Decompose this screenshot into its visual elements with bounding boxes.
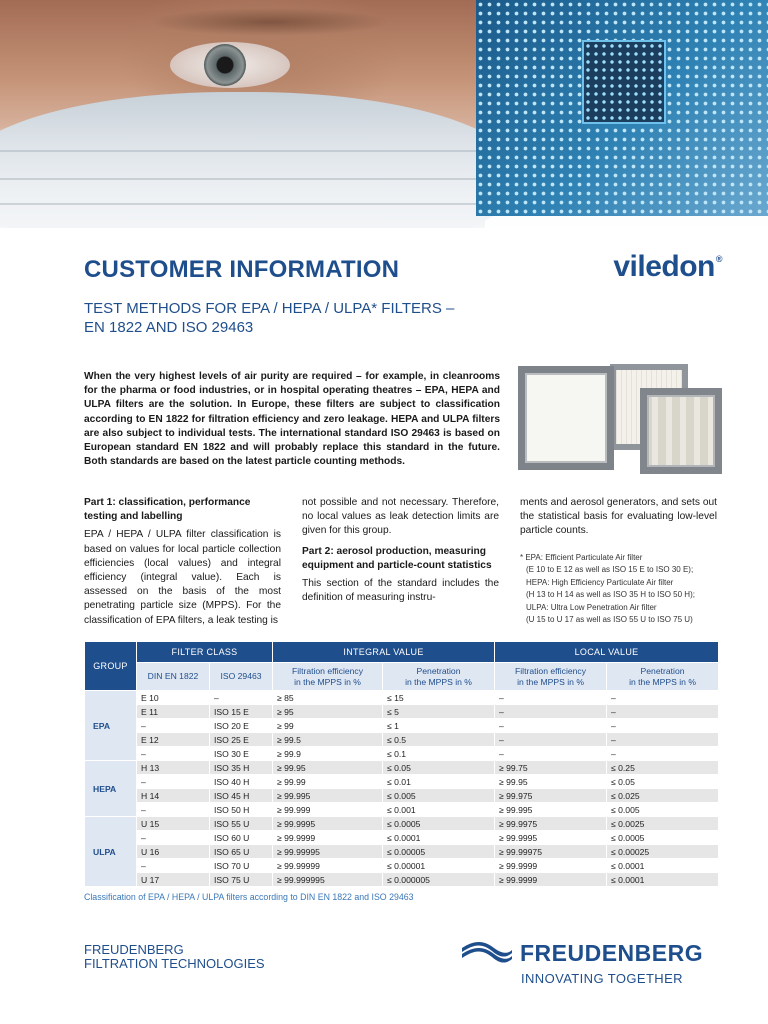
table-row (85, 831, 719, 845)
table-cell: ISO 20 E (210, 719, 273, 733)
table-cell: ≤ 5 (383, 705, 495, 719)
part-1-body-continued: not possible and not necessary. Therefore, no local values as leak detection limits are given for this group. (302, 497, 499, 537)
table-cell: – (495, 691, 607, 705)
table-cell: – (137, 859, 210, 873)
header-local-value: LOCAL VALUE (495, 642, 719, 663)
table-cell: ≤ 0.0025 (607, 817, 719, 831)
table-cell: ≤ 0.005 (607, 803, 719, 817)
table-row (85, 803, 719, 817)
column-part-2 (302, 496, 499, 609)
header-integral-efficiency: Filtration efficiency in the MPPS in % (273, 663, 383, 691)
table-cell: ≤ 0.00001 (383, 859, 495, 873)
table-row (85, 719, 719, 733)
table-cell: – (495, 705, 607, 719)
table-cell: – (607, 719, 719, 733)
table-cell: – (137, 719, 210, 733)
table-cell: – (607, 747, 719, 761)
table-cell: ≥ 99.99975 (495, 845, 607, 859)
table-cell: – (495, 733, 607, 747)
registered-mark: ® (715, 254, 722, 264)
freudenberg-waves-logo (460, 940, 514, 964)
intro-paragraph: When the very highest levels of air purity are required – for example, in cleanrooms for the pharma or food industries, or in hospital operating theatres – EPA, HEPA and ULPA filters are the solution. In Europe, these filters are subject to classification according to EN 1822 for filtration efficiency and zero leakage. HEPA and ULPA filters are also subject to individual tests. The international standard ISO 29463 is based on European standard EN 1822 and will probably replace this standard in the future. Both standards are based on the latest particle counting methods. (84, 371, 500, 468)
header-local-penetration: Penetration in the MPPS in % (607, 663, 719, 691)
table-cell: ISO 30 E (210, 747, 273, 761)
eye-iris (204, 44, 246, 86)
part-1-body: EPA / HEPA / ULPA filter classification is based on values for local particle collection efficiencies (local values) and integral efficiency (integral value). Each is assessed on the basis of the most penetrating particle size (MPPS). For the classification of EPA filters, a leak testing is (84, 529, 281, 626)
table-cell: ≤ 0.1 (383, 747, 495, 761)
header-iso-29463: ISO 29463 (210, 663, 273, 691)
footnote-line: (E 10 to E 12 as well as ISO 15 E to ISO 30 E); (526, 565, 694, 575)
table-cell: ≤ 0.05 (607, 775, 719, 789)
table-cell: U 16 (137, 845, 210, 859)
table-cell: – (607, 705, 719, 719)
table-cell: ≤ 0.0001 (607, 873, 719, 887)
table-cell: ≥ 99.9995 (495, 831, 607, 845)
table-cell: ≥ 99.5 (273, 733, 383, 747)
header-integral-penetration: Penetration in the MPPS in % (383, 663, 495, 691)
table-cell: – (607, 691, 719, 705)
face-mask-photo (0, 0, 485, 228)
table-cell: ≥ 99.95 (273, 761, 383, 775)
table-cell: – (137, 831, 210, 845)
viledon-wordmark: viledon (613, 250, 715, 283)
table-row (85, 775, 719, 789)
table-cell: E 11 (137, 705, 210, 719)
table-cell: ISO 15 E (210, 705, 273, 719)
table-row (85, 747, 719, 761)
part-2-heading: Part 2: aerosol production, measuring equipment and particle-count statistics (302, 545, 492, 571)
table-cell: ISO 60 U (210, 831, 273, 845)
table-cell: ≥ 99.999 (273, 803, 383, 817)
subtitle-line-2: EN 1822 AND ISO 29463 (84, 319, 254, 336)
table-cell: ≥ 85 (273, 691, 383, 705)
table-cell: – (137, 775, 210, 789)
hero-banner (0, 0, 768, 228)
table-cell: – (137, 747, 210, 761)
table-cell: ISO 65 U (210, 845, 273, 859)
footnote-line: (U 15 to U 17 as well as ISO 55 U to ISO 75 U) (526, 615, 693, 625)
table-row (85, 761, 719, 775)
table-row (85, 873, 719, 887)
table-cell: ≤ 0.001 (383, 803, 495, 817)
table-cell: ISO 35 H (210, 761, 273, 775)
table-cell: ≤ 0.5 (383, 733, 495, 747)
table-cell: ≤ 15 (383, 691, 495, 705)
table-cell: – (495, 719, 607, 733)
table-cell: – (607, 733, 719, 747)
table-cell: ≥ 99.9999 (495, 873, 607, 887)
classification-table (84, 641, 719, 887)
table-cell: ≥ 99.99999 (273, 859, 383, 873)
header-din-en-1822: DIN EN 1822 (137, 663, 210, 691)
table-row (85, 817, 719, 831)
table-row (85, 845, 719, 859)
footnote-line: ULPA: Ultra Low Penetration Air filter (526, 602, 657, 612)
table-cell: ≥ 99.75 (495, 761, 607, 775)
table-row (85, 789, 719, 803)
surgical-mask (0, 92, 520, 228)
table-cell: ≥ 99 (273, 719, 383, 733)
table-cell: ISO 55 U (210, 817, 273, 831)
table-cell: ≥ 99.995 (495, 803, 607, 817)
table-cell: ≥ 99.999995 (273, 873, 383, 887)
table-cell: ≤ 0.0005 (383, 817, 495, 831)
table-cell: ≤ 0.0001 (383, 831, 495, 845)
filter-units-photo (516, 358, 724, 476)
table-cell: ≥ 99.95 (495, 775, 607, 789)
footnote-line: (H 13 to H 14 as well as ISO 35 H to ISO 50 H); (526, 590, 695, 600)
footer-line-1: FREUDENBERG (84, 942, 184, 957)
column-part-1 (84, 496, 281, 632)
table-cell: ≤ 0.000005 (383, 873, 495, 887)
table-cell: ≤ 0.05 (383, 761, 495, 775)
part-2-body-continued: ments and aerosol generators, and sets out the statistical basis for evaluating low-level particle counts. (520, 497, 717, 537)
page-title: CUSTOMER INFORMATION (84, 256, 400, 283)
table-cell: ≤ 0.01 (383, 775, 495, 789)
table-cell: ≥ 99.9999 (495, 859, 607, 873)
table-cell: ≤ 0.25 (607, 761, 719, 775)
filter-abbreviation-footnote (520, 552, 720, 626)
table-cell: ≥ 99.9995 (273, 817, 383, 831)
table-cell: – (495, 747, 607, 761)
table-cell: ISO 75 U (210, 873, 273, 887)
table-cell: ≥ 99.9 (273, 747, 383, 761)
table-cell: H 13 (137, 761, 210, 775)
column-part-2-cont (520, 496, 717, 543)
table-cell: E 12 (137, 733, 210, 747)
table-cell: ≤ 0.005 (383, 789, 495, 803)
group-cell: EPA (85, 691, 137, 761)
page-subtitle (84, 299, 504, 337)
table-cell: ISO 45 H (210, 789, 273, 803)
viledon-logo (613, 250, 722, 284)
table-cell: ≥ 95 (273, 705, 383, 719)
footnote-line: HEPA: High Efficiency Particulate Air filter (526, 577, 674, 587)
header-integral-value: INTEGRAL VALUE (273, 642, 495, 663)
table-cell: E 10 (137, 691, 210, 705)
microchip-core (582, 40, 666, 124)
table-row (85, 705, 719, 719)
table-cell: – (137, 803, 210, 817)
table-cell: ≤ 0.00005 (383, 845, 495, 859)
part-2-body: This section of the standard includes the definition of measuring instru- (302, 578, 499, 604)
header-local-efficiency: Filtration efficiency in the MPPS in % (495, 663, 607, 691)
table-cell: U 17 (137, 873, 210, 887)
footer-company-name (84, 943, 265, 971)
subtitle-line-1: TEST METHODS FOR EPA / HEPA / ULPA* FILTERS – (84, 300, 455, 317)
table-cell: ISO 50 H (210, 803, 273, 817)
table-row (85, 859, 719, 873)
header-group: GROUP (85, 642, 137, 691)
group-cell: HEPA (85, 761, 137, 817)
table-cell: ≥ 99.9999 (273, 831, 383, 845)
table-caption: Classification of EPA / HEPA / ULPA filters according to DIN EN 1822 and ISO 29463 (84, 892, 414, 902)
table-cell: ISO 70 U (210, 859, 273, 873)
table-cell: ≤ 1 (383, 719, 495, 733)
table-row (85, 691, 719, 705)
table-cell: ≤ 0.00025 (607, 845, 719, 859)
table-cell: ≥ 99.9975 (495, 817, 607, 831)
footnote-line: * EPA: Efficient Particulate Air filter (520, 553, 643, 562)
table-cell: ≥ 99.975 (495, 789, 607, 803)
header-filter-class: FILTER CLASS (137, 642, 273, 663)
table-cell: ≤ 0.025 (607, 789, 719, 803)
freudenberg-wordmark: FREUDENBERG (520, 940, 704, 966)
table-cell: H 14 (137, 789, 210, 803)
part-1-heading: Part 1: classification, performance testing and labelling (84, 497, 251, 523)
table-cell: – (210, 691, 273, 705)
table-cell: ≥ 99.99 (273, 775, 383, 789)
table-row (85, 733, 719, 747)
table-cell: ≤ 0.0005 (607, 831, 719, 845)
freudenberg-tagline: INNOVATING TOGETHER (521, 971, 683, 986)
table-cell: ≥ 99.99995 (273, 845, 383, 859)
group-cell: ULPA (85, 817, 137, 887)
table-cell: ≥ 99.995 (273, 789, 383, 803)
table-cell: ≤ 0.0001 (607, 859, 719, 873)
table-cell: ISO 25 E (210, 733, 273, 747)
table-body (85, 691, 719, 887)
footer-line-2: FILTRATION TECHNOLOGIES (84, 956, 265, 971)
table-cell: ISO 40 H (210, 775, 273, 789)
table-cell: U 15 (137, 817, 210, 831)
